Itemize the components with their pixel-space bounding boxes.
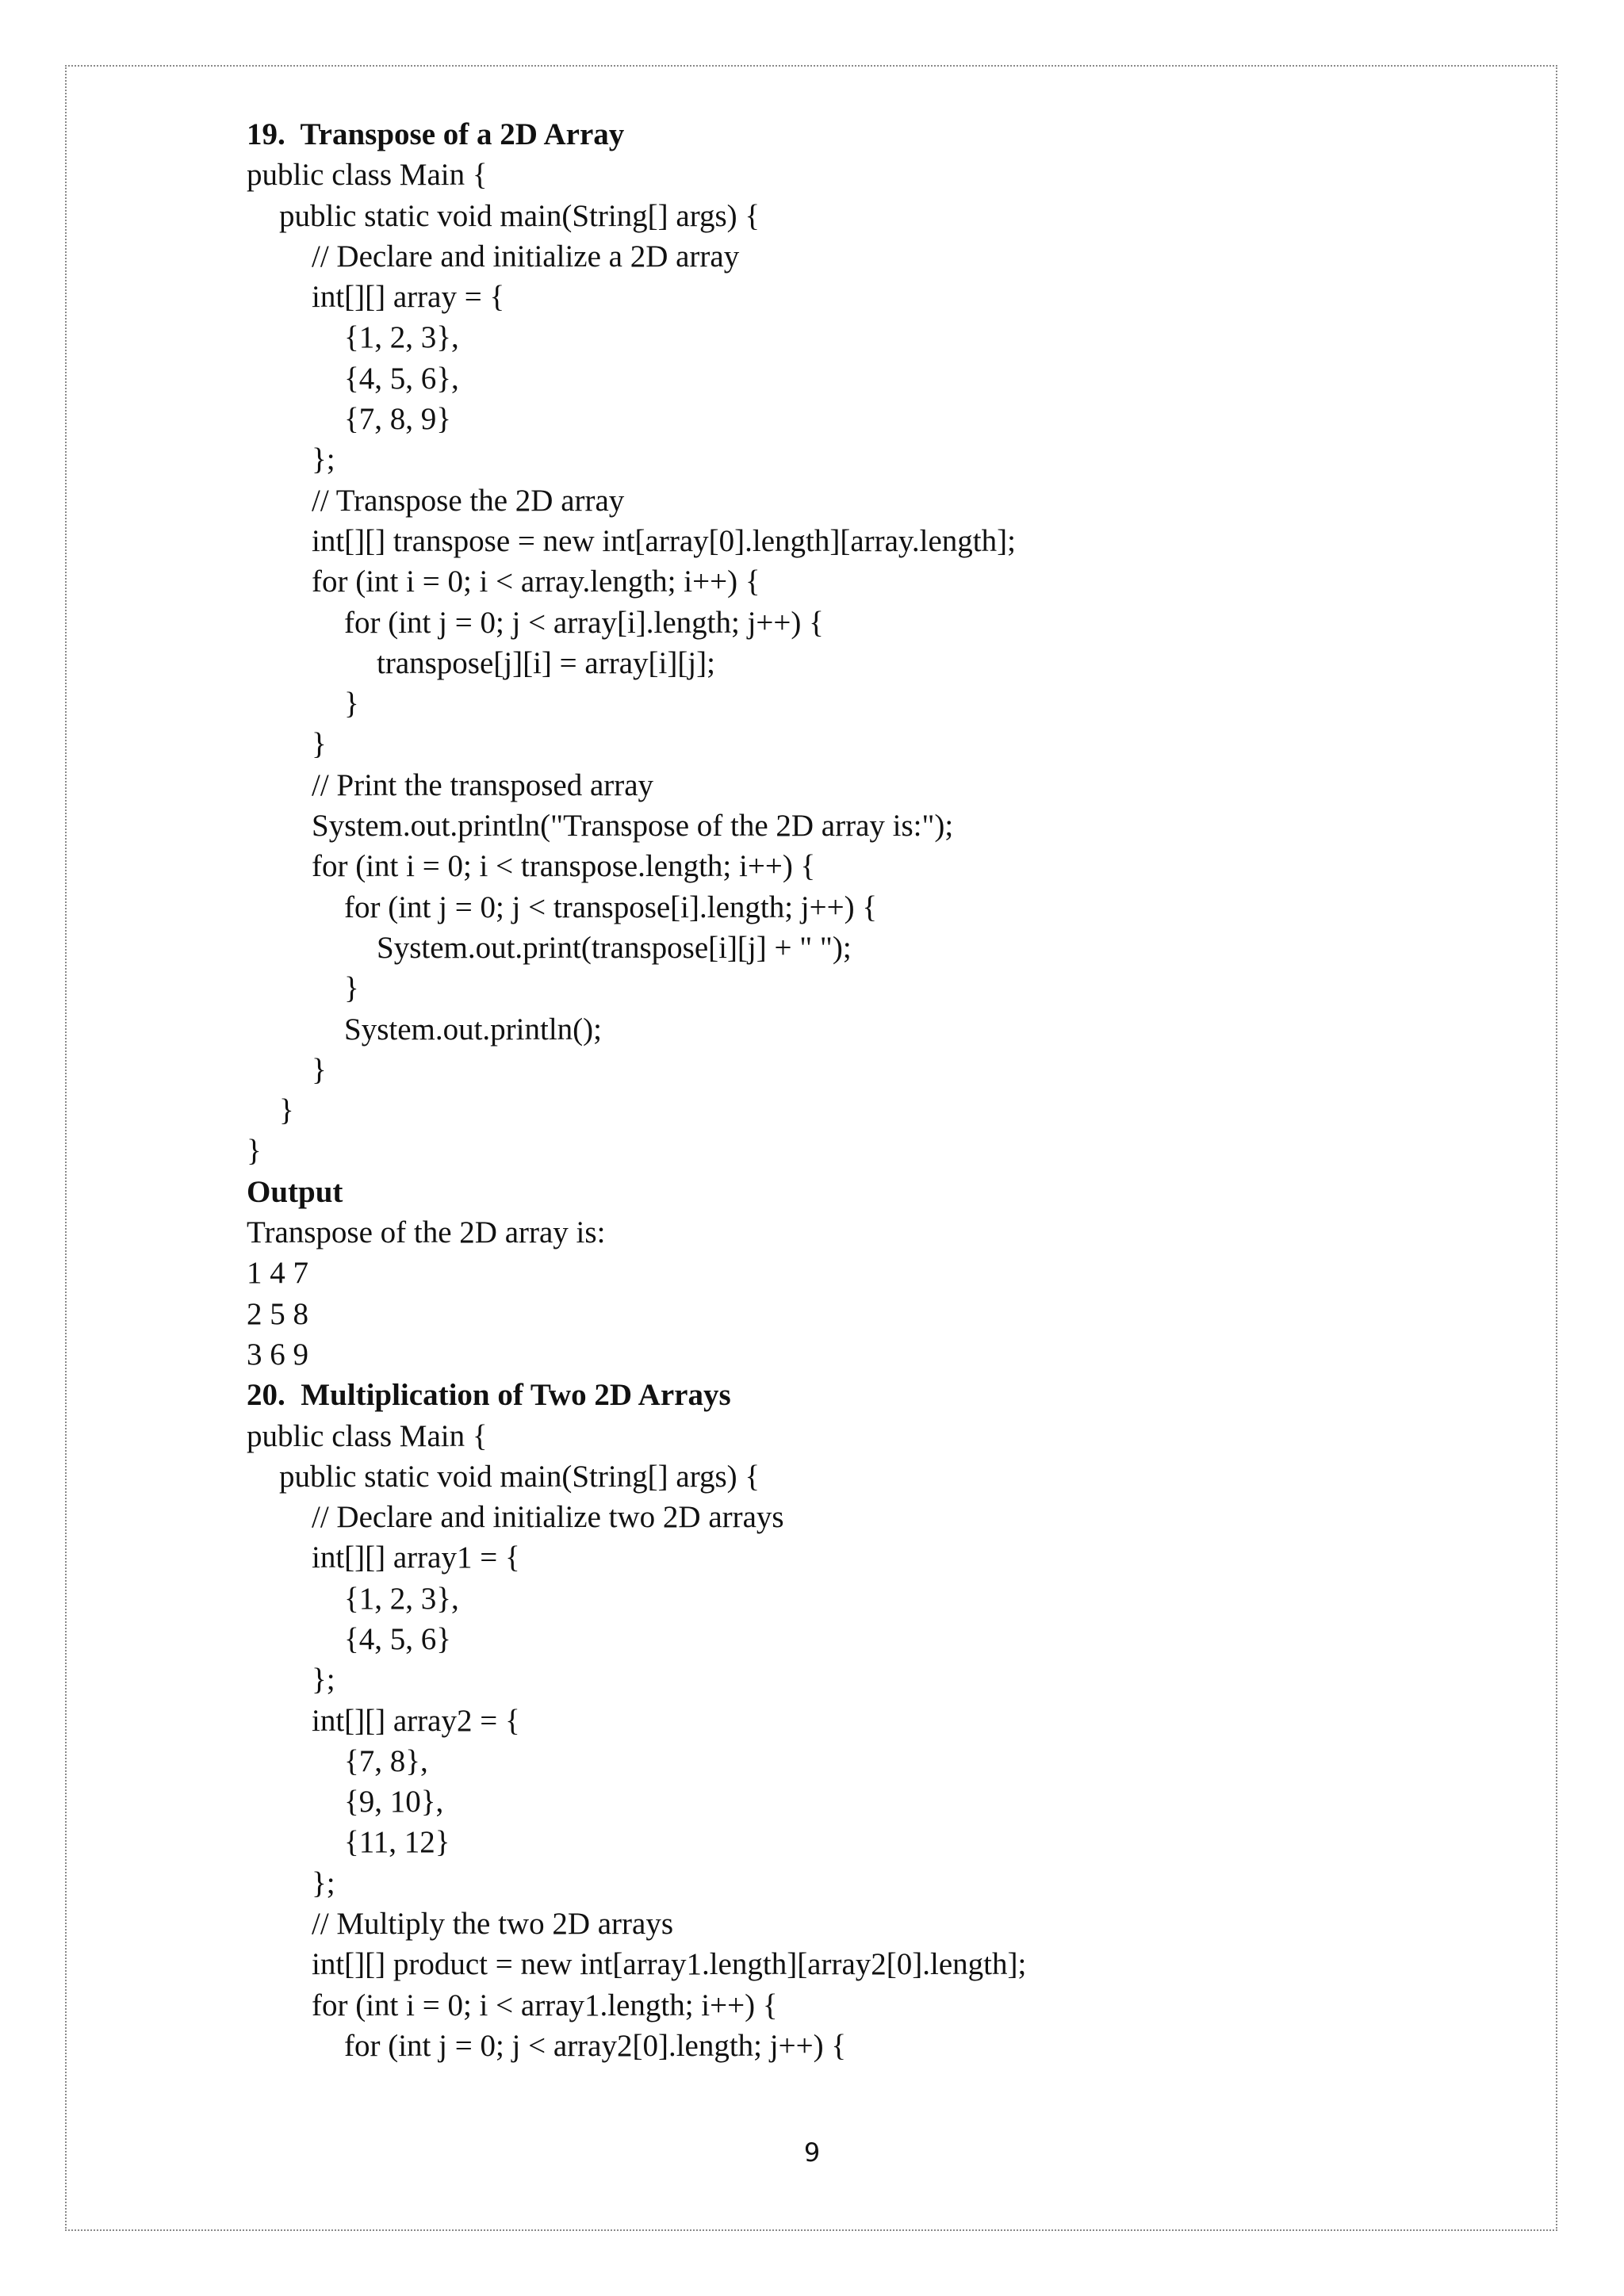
output-line: 3 6 9 [247,1337,308,1372]
section-19-code-line: // Print the transposed array [312,767,654,802]
section-19-code-line: int[][] transpose = new int[array[0].length][array.length]; [312,523,1016,558]
section-20-code-line: // Multiply the two 2D arrays [312,1907,674,1942]
section-19-code-line: int[][] array = { [312,280,505,315]
section-20-code-line: {11, 12} [344,1825,450,1860]
section-19-code-line: System.out.println("Transpose of the 2D array is:"); [312,809,954,844]
section-19-code-line: } [279,1093,294,1128]
section-19-code-line: // Declare and initialize a 2D array [312,239,740,274]
section-19-code-line: System.out.print(transpose[i][j] + " "); [377,930,852,965]
section-20-code-line: {9, 10}, [344,1785,444,1820]
section-19-code-line: for (int j = 0; j < array[i].length; j++) { [344,605,824,640]
section-19-code-block [247,155,1515,1171]
section-20-code-line: {7, 8}, [344,1743,428,1778]
section-19-code-line: } [247,1134,262,1169]
section-19-code-line: public static void main(String[] args) { [279,198,760,233]
section-20-heading: 20. Multiplication of Two 2D Arrays [247,1378,731,1413]
section-19-code-line: transpose[j][i] = array[i][j]; [377,645,715,680]
section-20-code-line: public class Main { [247,1418,488,1453]
section-20-code-line: public static void main(String[] args) { [279,1459,760,1494]
page-number: 9 [803,2137,821,2168]
output-heading: Output [247,1174,343,1209]
output-line: 2 5 8 [247,1296,308,1331]
section-19-code-line: System.out.println(); [344,1012,602,1047]
section-20-code-line: }; [312,1663,335,1697]
section-19-code-line: }; [312,442,335,477]
section-20-code-line: int[][] array1 = { [312,1540,520,1575]
section-19-code-line: public class Main { [247,158,488,193]
section-19-code-line: for (int j = 0; j < transpose[i].length; j++) { [344,890,878,924]
section-20-code-line: int[][] array2 = { [312,1703,520,1738]
section-19-code-line: for (int i = 0; i < transpose.length; i++) { [312,849,816,884]
section-19-code-line: for (int i = 0; i < array.length; i++) { [312,564,760,599]
section-19-code-line: {4, 5, 6}, [344,361,459,396]
section-19-output-block [247,1212,1515,1375]
output-line: Transpose of the 2D array is: [247,1215,606,1250]
section-20-code-line: // Declare and initialize two 2D arrays [312,1500,784,1535]
output-line: 1 4 7 [247,1256,308,1291]
section-19-code-line: {7, 8, 9} [344,402,451,437]
section-19-code-line: } [312,727,327,762]
section-20-code-line: {1, 2, 3}, [344,1581,459,1616]
document-body [247,114,1515,2066]
section-20-code-line: int[][] product = new int[array1.length][array2[0].length]; [312,1947,1027,1982]
section-19-heading: 19. Transpose of a 2D Array [247,117,625,151]
section-20-code-line: for (int j = 0; j < array2[0].length; j++) { [344,2028,847,2063]
section-20-code-line: }; [312,1866,335,1900]
section-20-code-block [247,1416,1515,2067]
section-19-code-line: {1, 2, 3}, [344,320,459,355]
section-19-code-line: } [344,971,359,1006]
section-20-code-line: for (int i = 0; i < array1.length; i++) { [312,1988,778,2022]
section-19-code-line: } [344,687,359,721]
section-19-code-line: // Transpose the 2D array [312,483,625,518]
section-19-code-line: } [312,1052,327,1087]
section-20-code-line: {4, 5, 6} [344,1621,451,1656]
